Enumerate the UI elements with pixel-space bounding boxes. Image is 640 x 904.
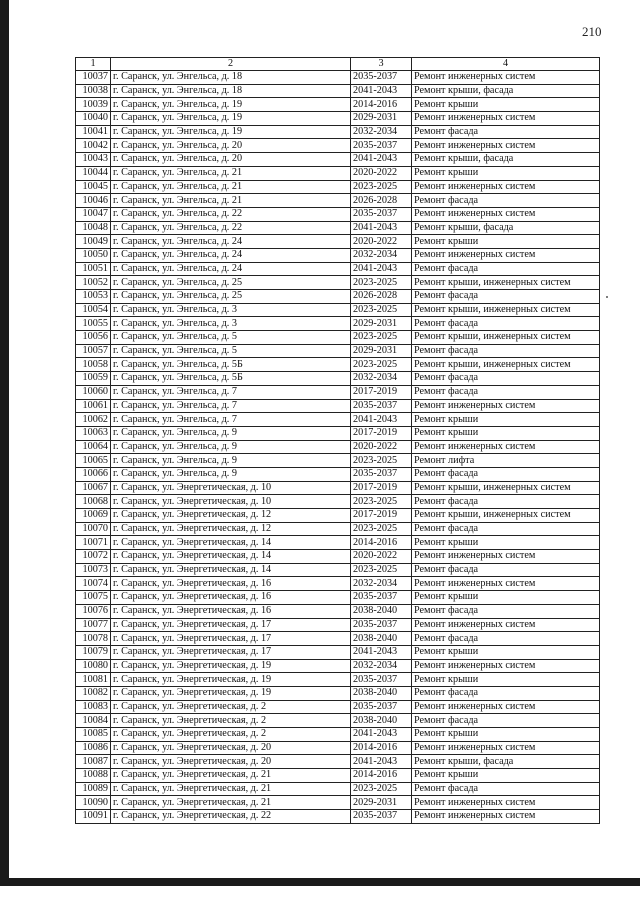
period-cell: 2035-2037: [351, 618, 412, 632]
address-cell: г. Саранск, ул. Энгельса, д. 5: [111, 331, 351, 345]
address-cell: г. Саранск, ул. Энгельса, д. 9: [111, 440, 351, 454]
work-type-cell: Ремонт крыши: [412, 673, 600, 687]
period-cell: 2041-2043: [351, 755, 412, 769]
work-type-cell: Ремонт крыши: [412, 426, 600, 440]
period-cell: 2038-2040: [351, 604, 412, 618]
row-number: 10048: [76, 221, 111, 235]
period-cell: 2041-2043: [351, 413, 412, 427]
period-cell: 2041-2043: [351, 153, 412, 167]
address-cell: г. Саранск, ул. Энгельса, д. 25: [111, 276, 351, 290]
period-cell: 2041-2043: [351, 728, 412, 742]
table-row: [76, 645, 600, 659]
table-row: [76, 440, 600, 454]
table-row: [76, 550, 600, 564]
period-cell: 2023-2025: [351, 358, 412, 372]
work-type-cell: Ремонт фасада: [412, 604, 600, 618]
work-type-cell: Ремонт инженерных систем: [412, 741, 600, 755]
period-cell: 2041-2043: [351, 262, 412, 276]
row-number: 10047: [76, 207, 111, 221]
work-type-cell: Ремонт фасада: [412, 290, 600, 304]
row-number: 10041: [76, 125, 111, 139]
address-cell: г. Саранск, ул. Энергетическая, д. 10: [111, 495, 351, 509]
period-cell: 2026-2028: [351, 194, 412, 208]
row-number: 10069: [76, 509, 111, 523]
address-cell: г. Саранск, ул. Энергетическая, д. 19: [111, 673, 351, 687]
row-number: 10089: [76, 782, 111, 796]
address-cell: г. Саранск, ул. Энергетическая, д. 16: [111, 591, 351, 605]
work-type-cell: Ремонт крыши, инженерных систем: [412, 481, 600, 495]
period-cell: 2032-2034: [351, 125, 412, 139]
table-row: [76, 331, 600, 345]
table-row: [76, 180, 600, 194]
address-cell: г. Саранск, ул. Энергетическая, д. 20: [111, 755, 351, 769]
table-row: [76, 673, 600, 687]
period-cell: 2041-2043: [351, 84, 412, 98]
row-number: 10087: [76, 755, 111, 769]
period-cell: 2035-2037: [351, 71, 412, 85]
header-col-3: 3: [351, 58, 412, 71]
table-row: [76, 153, 600, 167]
address-cell: г. Саранск, ул. Энгельса, д. 19: [111, 125, 351, 139]
address-cell: г. Саранск, ул. Энгельса, д. 18: [111, 71, 351, 85]
row-number: 10059: [76, 372, 111, 386]
address-cell: г. Саранск, ул. Энергетическая, д. 2: [111, 728, 351, 742]
work-type-cell: Ремонт инженерных систем: [412, 112, 600, 126]
work-type-cell: Ремонт инженерных систем: [412, 550, 600, 564]
period-cell: 2026-2028: [351, 290, 412, 304]
address-cell: г. Саранск, ул. Энгельса, д. 9: [111, 467, 351, 481]
table-row: [76, 728, 600, 742]
row-number: 10040: [76, 112, 111, 126]
work-type-cell: Ремонт фасада: [412, 714, 600, 728]
row-number: 10077: [76, 618, 111, 632]
period-cell: 2032-2034: [351, 577, 412, 591]
work-type-cell: Ремонт крыши, фасада: [412, 221, 600, 235]
table-row: [76, 755, 600, 769]
work-type-cell: Ремонт крыши, фасада: [412, 755, 600, 769]
period-cell: 2020-2022: [351, 550, 412, 564]
row-number: 10086: [76, 741, 111, 755]
table-row: [76, 741, 600, 755]
table-row: [76, 84, 600, 98]
period-cell: 2023-2025: [351, 454, 412, 468]
address-cell: г. Саранск, ул. Энгельса, д. 24: [111, 235, 351, 249]
row-number: 10081: [76, 673, 111, 687]
address-cell: г. Саранск, ул. Энергетическая, д. 20: [111, 741, 351, 755]
work-type-cell: Ремонт крыши, инженерных систем: [412, 358, 600, 372]
address-cell: г. Саранск, ул. Энергетическая, д. 16: [111, 604, 351, 618]
address-cell: г. Саранск, ул. Энергетическая, д. 17: [111, 632, 351, 646]
row-number: 10075: [76, 591, 111, 605]
table-row: [76, 344, 600, 358]
address-cell: г. Саранск, ул. Энергетическая, д. 14: [111, 550, 351, 564]
work-type-cell: Ремонт фасада: [412, 262, 600, 276]
work-type-cell: Ремонт инженерных систем: [412, 139, 600, 153]
period-cell: 2023-2025: [351, 495, 412, 509]
table-row: [76, 358, 600, 372]
row-number: 10071: [76, 536, 111, 550]
period-cell: 2041-2043: [351, 645, 412, 659]
table-row: [76, 98, 600, 112]
table-row: [76, 536, 600, 550]
work-type-cell: Ремонт инженерных систем: [412, 207, 600, 221]
period-cell: 2023-2025: [351, 522, 412, 536]
work-type-cell: Ремонт инженерных систем: [412, 440, 600, 454]
row-number: 10080: [76, 659, 111, 673]
address-cell: г. Саранск, ул. Энгельса, д. 5Б: [111, 372, 351, 386]
work-type-cell: Ремонт инженерных систем: [412, 810, 600, 824]
work-type-cell: Ремонт крыши, фасада: [412, 84, 600, 98]
period-cell: 2023-2025: [351, 331, 412, 345]
work-type-cell: Ремонт инженерных систем: [412, 180, 600, 194]
address-cell: г. Саранск, ул. Энергетическая, д. 21: [111, 782, 351, 796]
address-cell: г. Саранск, ул. Энергетическая, д. 2: [111, 700, 351, 714]
work-type-cell: Ремонт фасада: [412, 563, 600, 577]
address-cell: г. Саранск, ул. Энгельса, д. 21: [111, 194, 351, 208]
address-cell: г. Саранск, ул. Энергетическая, д. 14: [111, 536, 351, 550]
header-col-1: 1: [76, 58, 111, 71]
period-cell: 2035-2037: [351, 700, 412, 714]
table-row: [76, 303, 600, 317]
address-cell: г. Саранск, ул. Энгельса, д. 9: [111, 426, 351, 440]
address-cell: г. Саранск, ул. Энгельса, д. 5Б: [111, 358, 351, 372]
row-number: 10050: [76, 248, 111, 262]
address-cell: г. Саранск, ул. Энгельса, д. 5: [111, 344, 351, 358]
period-cell: 2035-2037: [351, 399, 412, 413]
work-type-cell: Ремонт фасада: [412, 194, 600, 208]
table-row: [76, 563, 600, 577]
page-number: 210: [582, 24, 602, 39]
row-number: 10058: [76, 358, 111, 372]
row-number: 10070: [76, 522, 111, 536]
table-row: [76, 782, 600, 796]
address-cell: г. Саранск, ул. Энергетическая, д. 21: [111, 769, 351, 783]
row-number: 10043: [76, 153, 111, 167]
period-cell: 2020-2022: [351, 166, 412, 180]
row-number: 10049: [76, 235, 111, 249]
table-row: [76, 714, 600, 728]
work-type-cell: Ремонт фасада: [412, 467, 600, 481]
table-row: [76, 769, 600, 783]
period-cell: 2014-2016: [351, 536, 412, 550]
row-number: 10046: [76, 194, 111, 208]
table-row: [76, 632, 600, 646]
work-type-cell: Ремонт фасада: [412, 317, 600, 331]
row-number: 10062: [76, 413, 111, 427]
work-type-cell: Ремонт крыши, фасада: [412, 153, 600, 167]
address-cell: г. Саранск, ул. Энгельса, д. 21: [111, 166, 351, 180]
row-number: 10090: [76, 796, 111, 810]
table-row: [76, 467, 600, 481]
work-type-cell: Ремонт крыши, инженерных систем: [412, 303, 600, 317]
work-type-cell: Ремонт фасада: [412, 522, 600, 536]
table-row: [76, 481, 600, 495]
work-type-cell: Ремонт инженерных систем: [412, 700, 600, 714]
row-number: 10053: [76, 290, 111, 304]
row-number: 10067: [76, 481, 111, 495]
work-type-cell: Ремонт крыши, инженерных систем: [412, 509, 600, 523]
row-number: 10037: [76, 71, 111, 85]
row-number: 10074: [76, 577, 111, 591]
table-row: [76, 591, 600, 605]
work-type-cell: Ремонт лифта: [412, 454, 600, 468]
table-row: [76, 700, 600, 714]
table-row: [76, 385, 600, 399]
address-cell: г. Саранск, ул. Энгельса, д. 21: [111, 180, 351, 194]
address-cell: г. Саранск, ул. Энгельса, д. 19: [111, 112, 351, 126]
row-number: 10063: [76, 426, 111, 440]
work-type-cell: Ремонт фасада: [412, 495, 600, 509]
address-cell: г. Саранск, ул. Энгельса, д. 25: [111, 290, 351, 304]
period-cell: 2029-2031: [351, 112, 412, 126]
table-row: [76, 372, 600, 386]
period-cell: 2023-2025: [351, 180, 412, 194]
work-type-cell: Ремонт крыши, инженерных систем: [412, 276, 600, 290]
table-row: [76, 522, 600, 536]
period-cell: 2029-2031: [351, 317, 412, 331]
period-cell: 2029-2031: [351, 344, 412, 358]
period-cell: 2035-2037: [351, 591, 412, 605]
period-cell: 2020-2022: [351, 235, 412, 249]
scan-edge-bottom: [0, 878, 640, 886]
row-number: 10060: [76, 385, 111, 399]
row-number: 10042: [76, 139, 111, 153]
address-cell: г. Саранск, ул. Энгельса, д. 18: [111, 84, 351, 98]
row-number: 10088: [76, 769, 111, 783]
work-type-cell: Ремонт крыши: [412, 166, 600, 180]
table-body: [76, 71, 600, 824]
row-number: 10054: [76, 303, 111, 317]
address-cell: г. Саранск, ул. Энгельса, д. 9: [111, 454, 351, 468]
table-row: [76, 686, 600, 700]
table-row: [76, 71, 600, 85]
work-type-cell: Ремонт инженерных систем: [412, 399, 600, 413]
address-cell: г. Саранск, ул. Энгельса, д. 7: [111, 413, 351, 427]
period-cell: 2038-2040: [351, 714, 412, 728]
row-number: 10083: [76, 700, 111, 714]
period-cell: 2020-2022: [351, 440, 412, 454]
period-cell: 2014-2016: [351, 98, 412, 112]
work-type-cell: Ремонт инженерных систем: [412, 659, 600, 673]
row-number: 10076: [76, 604, 111, 618]
table-row: [76, 659, 600, 673]
period-cell: 2014-2016: [351, 741, 412, 755]
period-cell: 2035-2037: [351, 207, 412, 221]
work-type-cell: Ремонт крыши: [412, 645, 600, 659]
table-row: [76, 166, 600, 180]
row-number: 10052: [76, 276, 111, 290]
row-number: 10073: [76, 563, 111, 577]
address-cell: г. Саранск, ул. Энгельса, д. 7: [111, 385, 351, 399]
work-type-cell: Ремонт инженерных систем: [412, 577, 600, 591]
table-row: [76, 276, 600, 290]
table-row: [76, 399, 600, 413]
address-cell: г. Саранск, ул. Энгельса, д. 22: [111, 207, 351, 221]
period-cell: 2023-2025: [351, 303, 412, 317]
work-type-cell: Ремонт инженерных систем: [412, 71, 600, 85]
work-type-cell: Ремонт фасада: [412, 385, 600, 399]
table-row: [76, 290, 600, 304]
scan-edge-left: [0, 0, 9, 880]
address-cell: г. Саранск, ул. Энергетическая, д. 12: [111, 522, 351, 536]
row-number: 10039: [76, 98, 111, 112]
table-row: [76, 112, 600, 126]
table-row: [76, 426, 600, 440]
schedule-table: [75, 57, 600, 824]
row-number: 10045: [76, 180, 111, 194]
address-cell: г. Саранск, ул. Энгельса, д. 3: [111, 303, 351, 317]
row-number: 10038: [76, 84, 111, 98]
period-cell: 2038-2040: [351, 632, 412, 646]
table-header-row: [76, 58, 600, 71]
period-cell: 2029-2031: [351, 796, 412, 810]
table-row: [76, 796, 600, 810]
row-number: 10072: [76, 550, 111, 564]
work-type-cell: Ремонт крыши: [412, 536, 600, 550]
period-cell: 2032-2034: [351, 248, 412, 262]
work-type-cell: Ремонт фасада: [412, 782, 600, 796]
work-type-cell: Ремонт крыши: [412, 769, 600, 783]
row-number: 10061: [76, 399, 111, 413]
table-row: [76, 248, 600, 262]
address-cell: г. Саранск, ул. Энгельса, д. 7: [111, 399, 351, 413]
period-cell: 2017-2019: [351, 481, 412, 495]
period-cell: 2014-2016: [351, 769, 412, 783]
table-row: [76, 454, 600, 468]
period-cell: 2032-2034: [351, 659, 412, 673]
address-cell: г. Саранск, ул. Энергетическая, д. 14: [111, 563, 351, 577]
row-number: 10064: [76, 440, 111, 454]
address-cell: г. Саранск, ул. Энергетическая, д. 12: [111, 509, 351, 523]
address-cell: г. Саранск, ул. Энгельса, д. 24: [111, 262, 351, 276]
period-cell: 2035-2037: [351, 139, 412, 153]
table-row: [76, 194, 600, 208]
table-row: [76, 207, 600, 221]
address-cell: г. Саранск, ул. Энергетическая, д. 21: [111, 796, 351, 810]
period-cell: 2023-2025: [351, 563, 412, 577]
row-number: 10068: [76, 495, 111, 509]
work-type-cell: Ремонт инженерных систем: [412, 796, 600, 810]
work-type-cell: Ремонт инженерных систем: [412, 618, 600, 632]
work-type-cell: Ремонт фасада: [412, 125, 600, 139]
row-number: 10066: [76, 467, 111, 481]
row-number: 10044: [76, 166, 111, 180]
period-cell: 2017-2019: [351, 509, 412, 523]
row-number: 10085: [76, 728, 111, 742]
work-type-cell: Ремонт фасада: [412, 632, 600, 646]
period-cell: 2023-2025: [351, 782, 412, 796]
table-row: [76, 509, 600, 523]
table-row: [76, 221, 600, 235]
row-number: 10056: [76, 331, 111, 345]
header-col-2: 2: [111, 58, 351, 71]
table-row: [76, 235, 600, 249]
table-row: [76, 604, 600, 618]
address-cell: г. Саранск, ул. Энгельса, д. 20: [111, 153, 351, 167]
table-row: [76, 125, 600, 139]
address-cell: г. Саранск, ул. Энергетическая, д. 22: [111, 810, 351, 824]
address-cell: г. Саранск, ул. Энгельса, д. 20: [111, 139, 351, 153]
period-cell: 2035-2037: [351, 673, 412, 687]
table-row: [76, 139, 600, 153]
work-type-cell: Ремонт крыши: [412, 591, 600, 605]
period-cell: 2032-2034: [351, 372, 412, 386]
table-row: [76, 618, 600, 632]
row-number: 10079: [76, 645, 111, 659]
row-number: 10091: [76, 810, 111, 824]
period-cell: 2038-2040: [351, 686, 412, 700]
row-number: 10065: [76, 454, 111, 468]
row-number: 10084: [76, 714, 111, 728]
address-cell: г. Саранск, ул. Энергетическая, д. 19: [111, 659, 351, 673]
period-cell: 2035-2037: [351, 467, 412, 481]
address-cell: г. Саранск, ул. Энергетическая, д. 2: [111, 714, 351, 728]
row-number: 10051: [76, 262, 111, 276]
address-cell: г. Саранск, ул. Энгельса, д. 19: [111, 98, 351, 112]
address-cell: г. Саранск, ул. Энгельса, д. 24: [111, 248, 351, 262]
work-type-cell: Ремонт крыши: [412, 235, 600, 249]
period-cell: 2023-2025: [351, 276, 412, 290]
address-cell: г. Саранск, ул. Энергетическая, д. 17: [111, 645, 351, 659]
row-number: 10057: [76, 344, 111, 358]
work-type-cell: Ремонт фасада: [412, 686, 600, 700]
address-cell: г. Саранск, ул. Энгельса, д. 22: [111, 221, 351, 235]
address-cell: г. Саранск, ул. Энергетическая, д. 17: [111, 618, 351, 632]
table-row: [76, 577, 600, 591]
work-type-cell: Ремонт крыши, инженерных систем: [412, 331, 600, 345]
table-row: [76, 262, 600, 276]
work-type-cell: Ремонт крыши: [412, 98, 600, 112]
period-cell: 2035-2037: [351, 810, 412, 824]
work-type-cell: Ремонт крыши: [412, 413, 600, 427]
row-number: 10082: [76, 686, 111, 700]
scan-speck: [606, 296, 608, 298]
row-number: 10078: [76, 632, 111, 646]
address-cell: г. Саранск, ул. Энергетическая, д. 16: [111, 577, 351, 591]
header-col-4: 4: [412, 58, 600, 71]
work-type-cell: Ремонт фасада: [412, 372, 600, 386]
work-type-cell: Ремонт фасада: [412, 344, 600, 358]
table-row: [76, 495, 600, 509]
period-cell: 2041-2043: [351, 221, 412, 235]
period-cell: 2017-2019: [351, 385, 412, 399]
table-row: [76, 317, 600, 331]
work-type-cell: Ремонт крыши: [412, 728, 600, 742]
table-row: [76, 810, 600, 824]
table-row: [76, 413, 600, 427]
address-cell: г. Саранск, ул. Энергетическая, д. 19: [111, 686, 351, 700]
address-cell: г. Саранск, ул. Энгельса, д. 3: [111, 317, 351, 331]
address-cell: г. Саранск, ул. Энергетическая, д. 10: [111, 481, 351, 495]
period-cell: 2017-2019: [351, 426, 412, 440]
row-number: 10055: [76, 317, 111, 331]
work-type-cell: Ремонт инженерных систем: [412, 248, 600, 262]
